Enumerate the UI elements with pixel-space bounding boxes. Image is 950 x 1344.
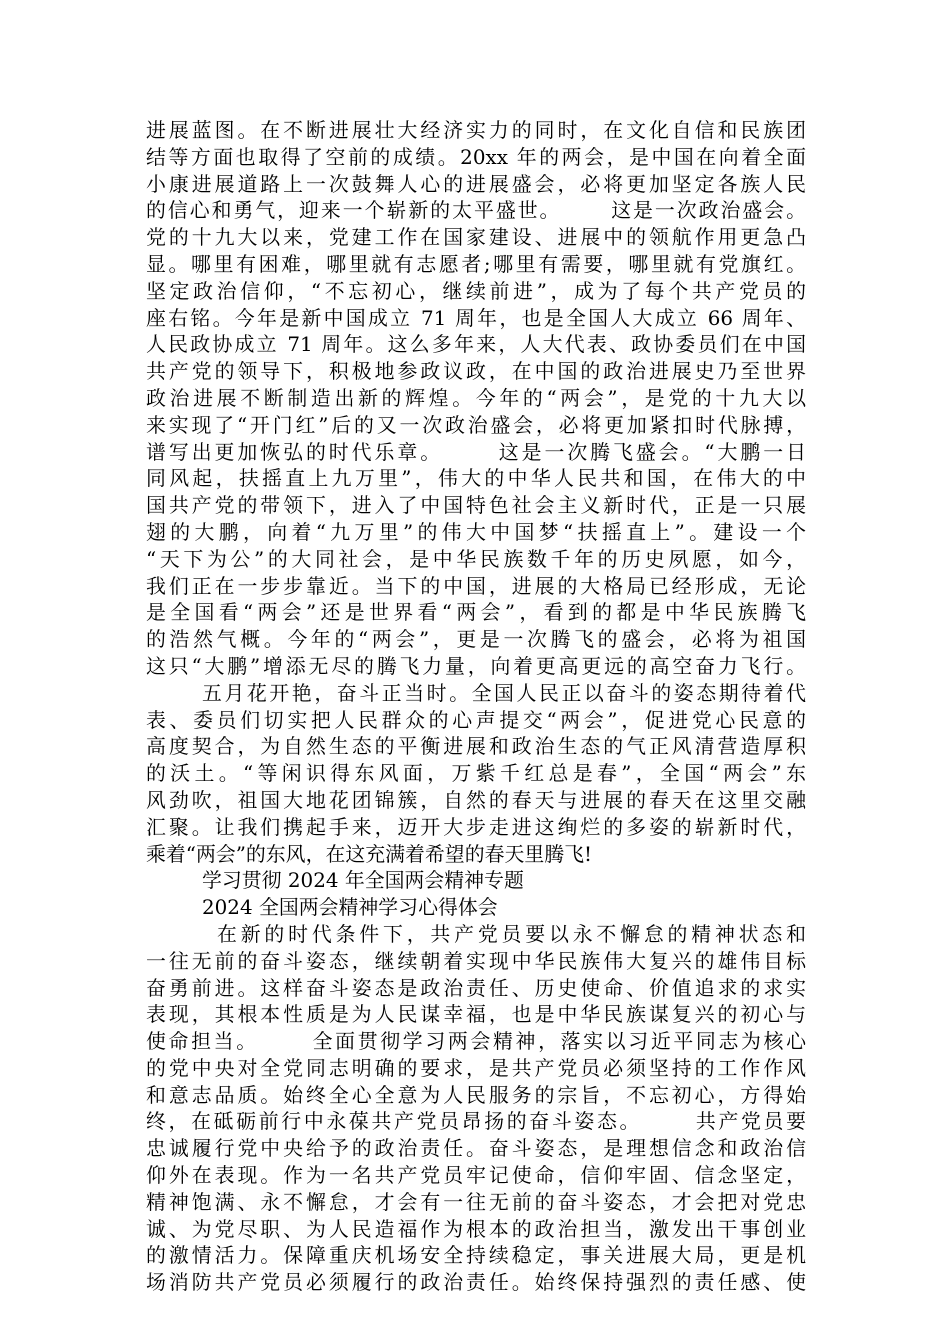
text-line: 一往无前的奋斗姿态，继续朝着实现中华民族伟大复兴的雄伟目标	[146, 949, 806, 973]
text-line: 的党中央对全党同志明确的要求，是共产党员必须坚持的工作作风	[146, 1056, 806, 1080]
text-line: 在新的时代条件下，共产党员要以永不懈怠的精神状态和	[146, 922, 806, 946]
text-line: 政治进展不断制造出新的辉煌。今年的“两会”，是党的十九大以	[146, 386, 806, 410]
text-line: 学习贯彻 2024 年全国两会精神专题	[202, 869, 524, 893]
text-line: 场消防共产党员必须履行的政治责任。始终保持强烈的责任感、使	[146, 1271, 806, 1295]
text-line: 汇聚。让我们携起手来，迈开大步走进这绚烂的多姿的崭新时代，	[146, 815, 806, 839]
text-line: 座右铭。今年是新中国成立 71 周年，也是全国人大成立 66 周年、	[146, 306, 806, 330]
text-line: 高度契合，为自然生态的平衡进展和政治生态的气正风清营造厚积	[146, 735, 806, 759]
text-line: 乘着“两会”的东风，在这充满着希望的春天里腾飞!	[146, 842, 593, 866]
text-line: 人民政协成立 71 周年。这么多年来，人大代表、政协委员们在中国	[146, 333, 806, 357]
text-line: 风劲吹，祖国大地花团锦簇，自然的春天与进展的春天在这里交融	[146, 788, 806, 812]
text-line: “天下为公”的大同社会，是中华民族数千年的历史夙愿，如今，	[146, 547, 806, 571]
text-line: 仰外在表现。作为一名共产党员牢记使命，信仰牢固、信念坚定，	[146, 1164, 806, 1188]
text-line: 的激情活力。保障重庆机场安全持续稳定，事关进展大局，更是机	[146, 1244, 806, 1268]
text-line: 显。哪里有困难，哪里就有志愿者;哪里有需要，哪里就有党旗红。	[146, 252, 806, 276]
text-line: 的浩然气概。今年的“两会”，更是一次腾飞的盛会，必将为祖国	[146, 628, 806, 652]
text-line: 的信心和勇气，迎来一个崭新的太平盛世。 这是一次政治盛会。	[146, 199, 806, 223]
text-line: 翅的大鹏，向着“九万里”的伟大中国梦“扶摇直上”。建设一个	[146, 520, 806, 544]
text-line: 终，在砥砺前行中永葆共产党员昂扬的奋斗姿态。 共产党员要	[146, 1110, 806, 1134]
text-line: 的沃土。“等闲识得东风面，万紫千红总是春”，全国“两会”东	[146, 762, 806, 786]
text-line: 小康进展道路上一次鼓舞人心的进展盛会，必将更加坚定各族人民	[146, 172, 806, 196]
text-line: 同风起，扶摇直上九万里”，伟大的中华人民共和国，在伟大的中	[146, 467, 806, 491]
text-line: 表、委员们切实把人民群众的心声提交“两会”，促进党心民意的	[146, 708, 806, 732]
text-line: 表现，其根本性质是为人民谋幸福，也是中华民族谋复兴的初心与	[146, 1003, 806, 1027]
text-line: 国共产党的带领下，进入了中国特色社会主义新时代，正是一只展	[146, 494, 806, 518]
text-line: 使命担当。 全面贯彻学习两会精神，落实以习近平同志为核心	[146, 1030, 806, 1054]
text-line: 结等方面也取得了空前的成绩。20xx 年的两会，是中国在向着全面	[146, 145, 806, 169]
text-line: 精神饱满、永不懈怠，才会有一往无前的奋斗姿态，才会把对党忠	[146, 1190, 806, 1214]
text-line: 进展蓝图。在不断进展壮大经济实力的同时，在文化自信和民族团	[146, 119, 806, 142]
text-line: 党的十九大以来，党建工作在国家建设、进展中的领航作用更急凸	[146, 226, 806, 250]
text-line: 诚、为党尽职、为人民造福作为根本的政治担当，激发出干事创业	[146, 1217, 806, 1241]
document-page	[146, 118, 806, 1297]
text-line: 谱写出更加恢弘的时代乐章。 这是一次腾飞盛会。“大鹏一日	[146, 440, 806, 464]
text-line: 五月花开艳，奋斗正当时。全国人民正以奋斗的姿态期待着代	[202, 681, 806, 705]
text-line: 来实现了“开门红”后的又一次政治盛会，必将更加紧扣时代脉搏，	[146, 413, 806, 437]
text-line: 和意志品质。始终全心全意为人民服务的宗旨，不忘初心，方得始	[146, 1083, 806, 1107]
text-line: 这只“大鹏”增添无尽的腾飞力量，向着更高更远的高空奋力飞行。	[146, 654, 806, 678]
text-line: 2024 全国两会精神学习心得体会	[202, 896, 498, 920]
text-line: 忠诚履行党中央给予的政治责任。奋斗姿态，是理想信念和政治信	[146, 1137, 806, 1161]
text-line: 奋勇前进。这样奋斗姿态是政治责任、历史使命、价值追求的求实	[146, 976, 806, 1000]
text-line: 我们正在一步步靠近。当下的中国，进展的大格局已经形成，无论	[146, 574, 806, 598]
text-line: 共产党的领导下，积极地参政议政，在中国的政治进展史乃至世界	[146, 360, 806, 384]
text-line: 是全国看“两会”还是世界看“两会”，看到的都是中华民族腾飞	[146, 601, 806, 625]
text-line: 坚定政治信仰，“不忘初心，继续前进”，成为了每个共产党员的	[146, 279, 806, 303]
